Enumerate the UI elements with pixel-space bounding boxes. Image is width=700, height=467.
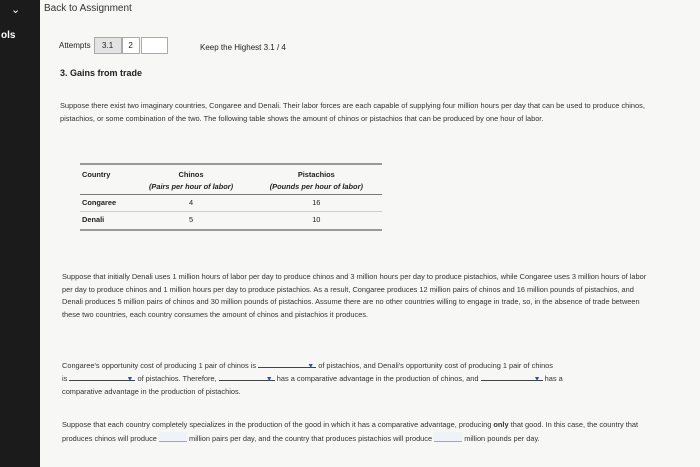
table-header-row xyxy=(80,168,382,180)
table-subheader-row xyxy=(80,180,382,195)
fill-text: has a comparative advantage in the production of chinos, and xyxy=(276,374,479,383)
chinos-production-input[interactable] xyxy=(159,432,187,442)
attempts-label: Attempts xyxy=(59,41,91,50)
question-scenario: Suppose that initially Denali uses 1 million hours of labor per day to produce chinos and 3 million hours per day to produce pistachios, while Congaree uses 3 million hours of labor per day to produce chinos and 1 million hours per day to produce pistachios. As a result, Congaree produces 12 million pairs of chinos and 16 million pounds of pistachios, and Denali produces 5 million pairs of chinos and 30 million pounds of pistachios. Assume there are no other countries willing to engage in trade, so, in the absence of trade between these two countries, each country consumes the amount of chinos and pistachios it produces. xyxy=(62,272,647,320)
chevron-down-icon[interactable]: ⌄ xyxy=(11,4,21,16)
fill-text: of pistachios, and Denali's opportunity cost of producing 1 pair of chinos xyxy=(318,361,553,370)
attempts-bar xyxy=(59,37,168,54)
pistachios-advantage-country-dropdown[interactable] xyxy=(481,372,543,381)
attempt-score-box: 3.1 xyxy=(94,37,122,54)
fill-text: that good. In this case, the country that produces chinos will produce xyxy=(62,420,639,443)
dropdown-arrow-icon: ▼ xyxy=(265,376,273,383)
keep-highest-label: Keep the Highest 3.1 / 4 xyxy=(200,43,286,52)
attempt-box-3 xyxy=(141,37,168,54)
table-cell-chinos: 4 xyxy=(131,195,250,212)
assignment-page xyxy=(40,0,700,467)
table-subheader: (Pounds per hour of labor) xyxy=(251,180,382,195)
fill-text: million pounds per day. xyxy=(464,433,540,443)
table-cell-pistachios: 10 xyxy=(251,212,382,231)
table-header: Pistachios xyxy=(297,170,335,179)
table-row xyxy=(80,195,382,212)
sidebar-strip xyxy=(0,0,40,467)
fill-text: comparative advantage in the production of pistachios. xyxy=(62,387,241,396)
fill-text-emphasis: only xyxy=(493,420,509,429)
dropdown-arrow-icon: ▼ xyxy=(126,376,134,383)
question-title: 3. Gains from trade xyxy=(60,68,143,78)
opportunity-cost-congaree-dropdown[interactable] xyxy=(258,359,316,368)
table-cell-pistachios: 16 xyxy=(251,195,382,212)
dropdown-arrow-icon: ▼ xyxy=(307,363,315,370)
fill-text: is xyxy=(62,374,68,383)
dropdown-arrow-icon: ▼ xyxy=(533,376,541,383)
specialization-question xyxy=(62,419,662,445)
table-row xyxy=(80,212,382,231)
opportunity-cost-question xyxy=(62,359,662,398)
fill-text: million pairs per day, and the country that produces pistachios will produce xyxy=(189,433,433,443)
table-cell-chinos: 5 xyxy=(131,212,250,231)
fill-text: of pistachios. Therefore, xyxy=(137,374,217,383)
table-header: Chinos xyxy=(178,170,204,179)
pistachios-production-input[interactable] xyxy=(434,432,462,442)
table-subheader: (Pairs per hour of labor) xyxy=(131,180,250,195)
productivity-table xyxy=(80,163,382,231)
question-intro: Suppose there exist two imaginary countries, Congaree and Denali. Their labor forces are each capable of supplying four million hours per day that can be used to produce chinos, pistachios, or some combination of the two. The following table shows the amount of chinos or pistachios that can be produced by one hour of labor. xyxy=(60,101,645,123)
table-header: Country xyxy=(82,170,111,179)
fill-text: Congaree's opportunity cost of producing 1 pair of chinos is xyxy=(62,361,257,370)
table-subheader xyxy=(80,180,131,195)
opportunity-cost-denali-dropdown[interactable] xyxy=(69,372,135,381)
chinos-advantage-country-dropdown[interactable] xyxy=(219,372,275,381)
back-to-assignment-link[interactable]: Back to Assignment xyxy=(44,3,132,14)
fill-text: has a xyxy=(544,374,563,383)
fill-text: Suppose that each country completely specializes in the production of the good in which it has a comparative advantage, producing xyxy=(62,420,492,429)
table-cell-country: Denali xyxy=(80,212,131,231)
table-cell-country: Congaree xyxy=(80,195,131,212)
sidebar-label-fragment[interactable]: ols xyxy=(1,30,16,41)
attempt-box-2: 2 xyxy=(122,37,140,54)
